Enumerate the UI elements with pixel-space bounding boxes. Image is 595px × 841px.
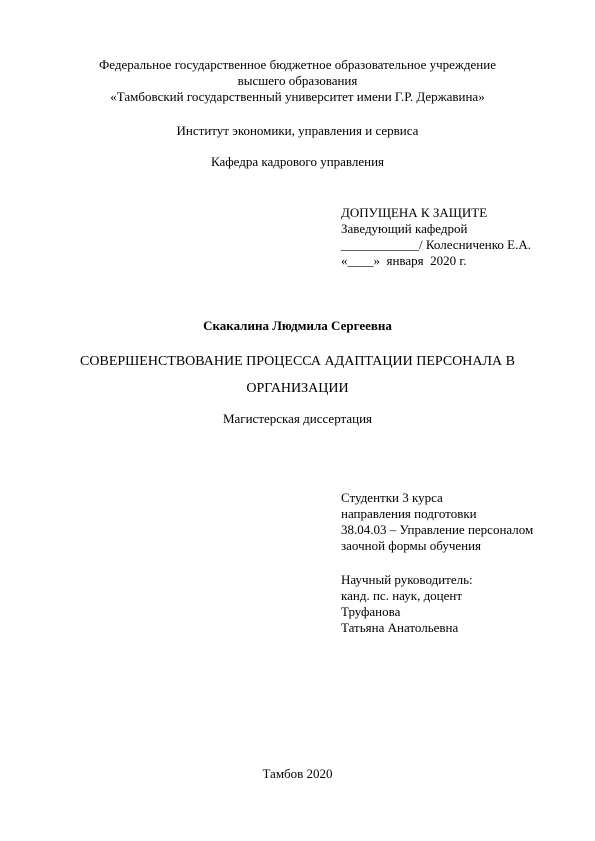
student-info-line-4: заочной формы обучения xyxy=(341,538,482,553)
supervisor-block xyxy=(341,572,473,636)
thesis-title-line-1: СОВЕРШЕНСТВОВАНИЕ ПРОЦЕССА АДАПТАЦИИ ПЕРСОНАЛА В xyxy=(80,354,515,369)
student-info-line-3: 38.04.03 – Управление персоналом xyxy=(341,522,534,537)
institute-name-block xyxy=(0,123,595,139)
supervisor-line-1: Научный руководитель: xyxy=(341,572,473,587)
supervisor-line-2: канд. пс. наук, доцент xyxy=(341,588,463,603)
work-type: Магистерская диссертация xyxy=(222,411,373,426)
institution-line-1: Федеральное государственное бюджетное образовательное учреждение xyxy=(99,57,496,72)
author-block xyxy=(0,318,595,334)
approval-signature: ____________/ Колесниченко Е.А. xyxy=(341,237,531,252)
supervisor-line-3: Труфанова xyxy=(341,604,401,619)
thesis-title xyxy=(0,348,595,402)
student-info-line-1: Студентки 3 курса xyxy=(341,490,443,505)
institution-line-2: высшего образования xyxy=(237,73,358,88)
work-type-block xyxy=(0,411,595,427)
institution-header xyxy=(0,57,595,105)
student-info-line-2: направления подготовки xyxy=(341,506,477,521)
institute-name: Институт экономики, управления и сервиса xyxy=(176,123,419,138)
approval-position: Заведующий кафедрой xyxy=(341,221,468,236)
institution-line-3: «Тамбовский государственный университет имени Г.Р. Державина» xyxy=(110,89,485,104)
approval-heading: ДОПУЩЕНА К ЗАЩИТЕ xyxy=(341,205,488,220)
student-info-block xyxy=(341,490,533,554)
author-name: Скакалина Людмила Сергеевна xyxy=(203,318,392,333)
city-year-block xyxy=(0,766,595,782)
city-year: Тамбов 2020 xyxy=(262,766,333,781)
department-name-block xyxy=(0,154,595,170)
approval-date: «____» января 2020 г. xyxy=(341,253,467,268)
approval-block xyxy=(341,205,531,269)
supervisor-line-4: Татьяна Анатольевна xyxy=(341,620,459,635)
department-name: Кафедра кадрового управления xyxy=(210,154,385,169)
thesis-title-line-2: ОРГАНИЗАЦИИ xyxy=(246,381,349,396)
